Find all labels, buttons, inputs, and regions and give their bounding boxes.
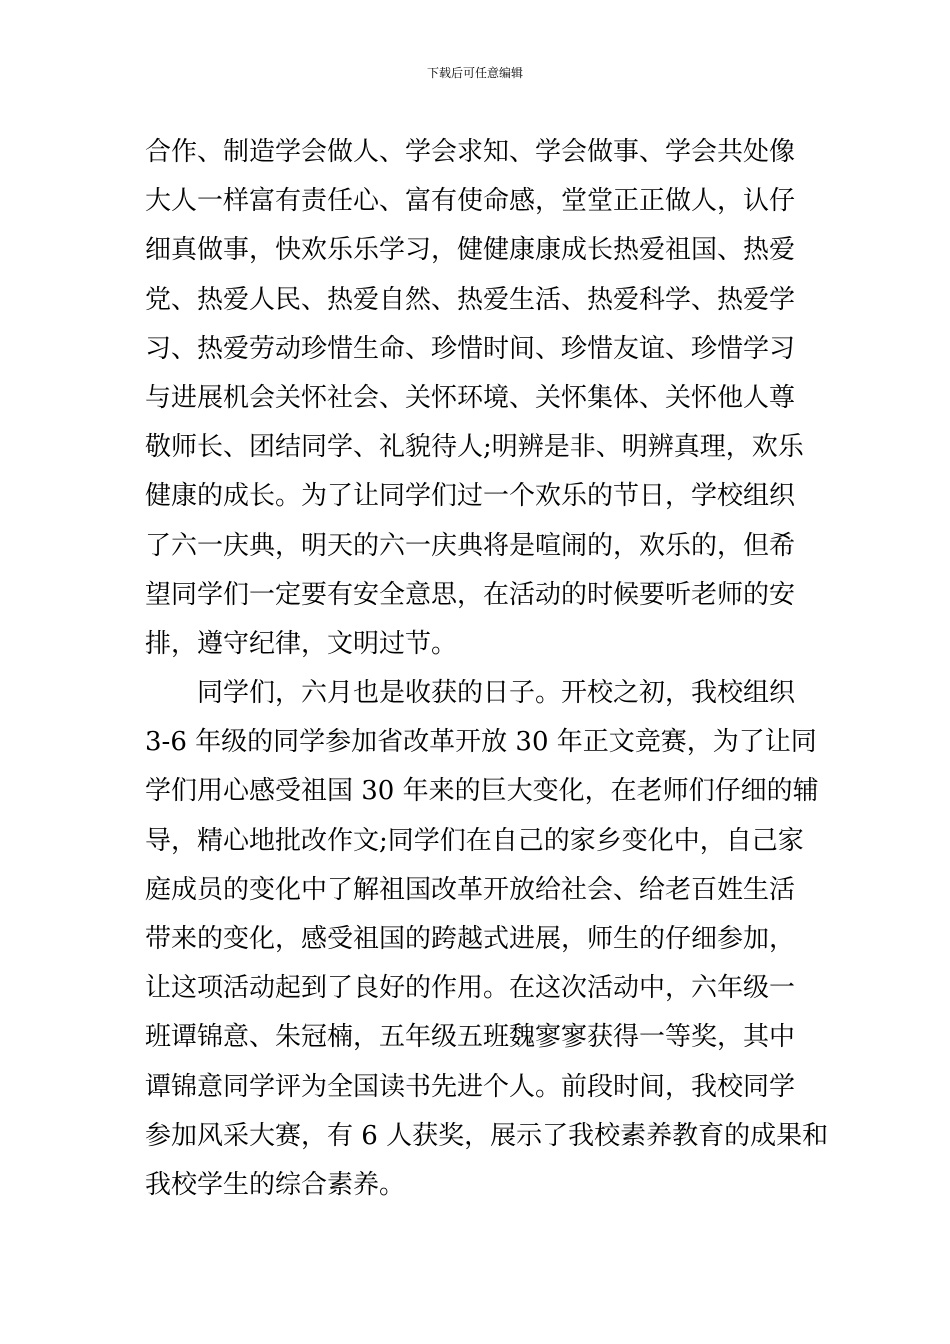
text-line: 了六一庆典，明天的六一庆典将是喧闹的，欢乐的，但希 <box>145 530 796 561</box>
text-line: 合作、制造学会做人、学会求知、学会做事、学会共处像 <box>145 137 796 167</box>
document-body <box>145 128 829 1210</box>
text-line: 细真做事，快欢乐乐学习，健健康康成长热爱祖国、热爱 <box>145 235 796 266</box>
text-line: 敬师长、团结同学、礼貌待人;明辨是非、明辨真理，欢乐 <box>145 432 804 463</box>
text-line: 参加风采大赛，有 6 人获奖，展示了我校素养教育的成果和 <box>145 1120 829 1151</box>
text-line: 带来的变化，感受祖国的跨越式进展，师生的仔细参加， <box>145 924 796 954</box>
text-line: 与进展机会关怀社会、关怀环境、关怀集体、关怀他人尊 <box>145 382 796 413</box>
text-line: 导，精心地批改作文;同学们在自己的家乡变化中，自己家 <box>145 825 804 856</box>
text-line: 谭锦意同学评为全国读书先进个人。前段时间，我校同学 <box>145 1071 796 1102</box>
text-line: 庭成员的变化中了解祖国改革开放给社会、给老百姓生活 <box>145 874 796 905</box>
text-line: 同学们，六月也是收获的日子。开校之初，我校组织 <box>197 678 796 709</box>
text-line: 党、热爱人民、热爱自然、热爱生活、热爱科学、热爱学 <box>145 284 796 315</box>
text-line: 我校学生的综合素养。 <box>145 1169 406 1200</box>
text-line: 大人一样富有责任心、富有使命感，堂堂正正做人，认仔 <box>145 186 796 217</box>
paragraph-2 <box>145 669 829 1210</box>
text-line: 3-6 年级的同学参加省改革开放 30 年正文竞赛，为了让同 <box>145 727 817 758</box>
text-line: 望同学们一定要有安全意思，在活动的时候要听老师的安 <box>145 579 796 610</box>
text-line: 排，遵守纪律，文明过节。 <box>145 628 458 659</box>
text-line: 健康的成长。为了让同学们过一个欢乐的节日，学校组织 <box>145 481 796 512</box>
paragraph-1 <box>145 128 805 669</box>
text-line: 学们用心感受祖国 30 年来的巨大变化，在老师们仔细的辅 <box>145 776 819 807</box>
text-line: 习、热爱劳动珍惜生命、珍惜时间、珍惜友谊、珍惜学习 <box>145 333 796 364</box>
text-line: 让这项活动起到了良好的作用。在这次活动中，六年级一 <box>145 973 796 1004</box>
text-line: 班谭锦意、朱冠楠，五年级五班魏寥寥获得一等奖，其中 <box>145 1022 796 1053</box>
page-header: 下载后可任意编辑 <box>426 66 523 80</box>
